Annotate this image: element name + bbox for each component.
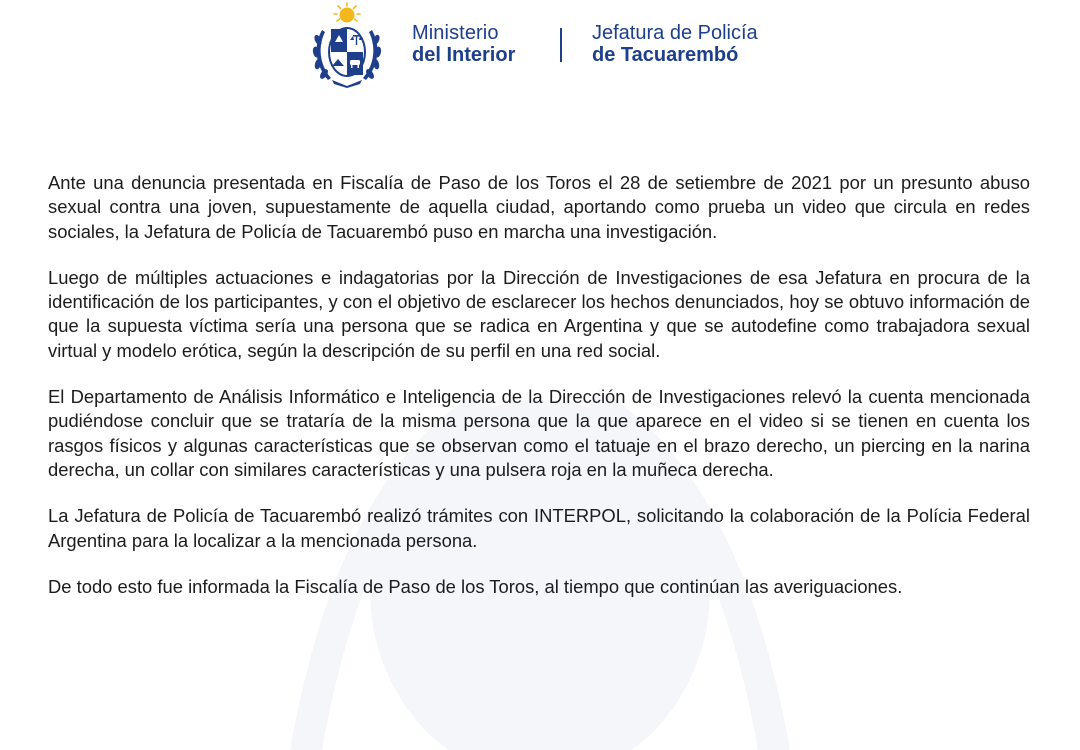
police-wordmark xyxy=(592,22,758,66)
paragraph-conclusion: De todo esto fue informada la Fiscalía de Paso de los Toros, al tiempo que continúan las averiguaciones. xyxy=(48,575,903,597)
paragraph-analysis: El Departamento de Análisis Informático e Inteligencia de la Dirección de Investigaciones relevó la cuenta mencionada pudiéndose concluir que se trataría de la misma persona que la que aparece en el video si se tienen en cuenta los rasgos físicos y algunas características que se observan como el tatuaje en el brazo derecho, un piercing en la narina derecha, un collar con similares características y una pulsera roja en la muñeca derecha. xyxy=(48,386,1030,480)
police-title-line1: Jefatura de Policía xyxy=(592,22,758,44)
ministry-title-line1: Ministerio xyxy=(412,22,499,44)
paragraph-complaint: Ante una denuncia presentada en Fiscalía de Paso de los Toros el 28 de setiembre de 2021 por un presunto abuso sexual contra una joven, supuestamente de aquella ciudad, aportando como prueba un video que circula en redes sociales, la Jefatura de Policía de Tacuarembó puso en marcha una investigación. xyxy=(48,172,1030,242)
ministry-title-line2: del Interior xyxy=(412,44,516,66)
police-title-line2: de Tacuarembó xyxy=(592,44,739,66)
press-release-body xyxy=(48,171,1030,621)
page-header xyxy=(0,0,1080,100)
header-divider xyxy=(560,28,562,62)
paragraph-investigation: Luego de múltiples actuaciones e indagatorias por la Dirección de Investigaciones de esa Jefatura en procura de la identificación de los participantes, y con el objetivo de esclarecer los hechos denunciados, hoy se obtuvo información de que la supuesta víctima sería una persona que se radica en Argentina y que se autodefine como trabajadora sexual virtual y modelo erótica, según la descripción de su perfil en una red social. xyxy=(48,266,1030,361)
uruguay-coat-of-arms-icon xyxy=(308,2,386,88)
paragraph-interpol: La Jefatura de Policía de Tacuarembó realizó trámites con INTERPOL, solicitando la colaboración de la Polícia Federal Argentina para la localizar a la mencionada persona. xyxy=(48,505,1030,551)
ministry-wordmark xyxy=(412,22,515,66)
